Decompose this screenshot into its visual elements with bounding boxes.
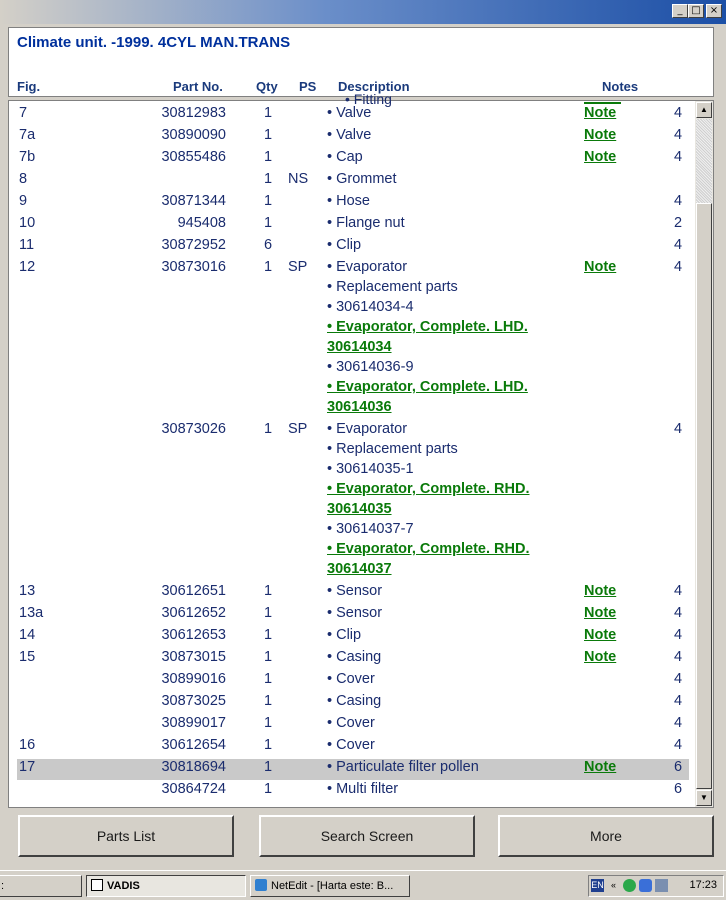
description-cell: • Cover [327, 671, 375, 687]
ps-cell: SP [288, 259, 308, 275]
table-row[interactable] [17, 583, 689, 604]
qty-cell: 1 [264, 259, 273, 275]
sub-item: • 30614035-1 [327, 461, 414, 477]
table-row[interactable] [17, 759, 689, 780]
fig-cell: 7a [19, 127, 36, 143]
fig-cell: 13a [19, 605, 44, 621]
table-row[interactable] [17, 715, 689, 736]
minimize-button[interactable]: _ [672, 4, 688, 18]
language-indicator-icon[interactable]: EN [591, 880, 604, 890]
table-row[interactable] [17, 781, 689, 802]
table-row[interactable] [17, 259, 689, 280]
description-cell: • Sensor [327, 605, 383, 621]
system-tray [588, 875, 724, 897]
number-cell: 4 [674, 605, 683, 621]
evaporator-complete-link[interactable]: • Evaporator, Complete. LHD. [327, 319, 528, 335]
table-row[interactable] [17, 105, 689, 126]
number-cell: 4 [674, 237, 683, 253]
description-cell: • Clip [327, 237, 362, 253]
part-number-cell: 30871344 [161, 193, 226, 209]
qty-cell: 1 [264, 193, 273, 209]
qty-cell: 1 [264, 693, 273, 709]
description-cell: • Particulate filter pollen [327, 759, 479, 775]
qty-cell: 6 [264, 237, 273, 253]
number-cell: 4 [674, 105, 683, 121]
messenger-icon[interactable] [639, 879, 652, 892]
tray-expand-icon[interactable]: « [610, 880, 616, 890]
column-header-ps: PS [299, 79, 317, 94]
column-header-qty: Qty [256, 79, 278, 94]
column-header-description: Description [338, 79, 410, 94]
display-settings-icon[interactable] [655, 879, 668, 892]
qty-cell: 1 [264, 737, 273, 753]
sub-item: • 30614036-9 [327, 359, 414, 375]
qty-cell: 1 [264, 421, 273, 437]
table-row[interactable] [17, 127, 689, 148]
evaporator-complete-link[interactable]: • Evaporator, Complete. RHD. [327, 481, 530, 497]
fig-cell: 11 [19, 237, 35, 253]
note-link[interactable]: Note [584, 149, 617, 165]
evaporator-complete-link[interactable]: 30614037 [327, 561, 392, 577]
scroll-down-button[interactable]: ▼ [696, 790, 712, 806]
taskbar-item-label: NetEdit - [Harta este: B... [271, 880, 394, 892]
description-cell: • Multi filter [327, 781, 399, 797]
sub-item: • 30614034-4 [327, 299, 414, 315]
vadis-icon [91, 879, 103, 891]
column-header-notes: Notes [602, 79, 639, 94]
table-row[interactable] [17, 193, 689, 214]
table-row[interactable] [17, 605, 689, 626]
fig-cell: 7b [19, 149, 36, 165]
number-cell: 4 [674, 715, 683, 731]
number-cell: 4 [674, 259, 683, 275]
description-cell: • Evaporator [327, 421, 408, 437]
table-row[interactable] [17, 421, 689, 442]
note-link[interactable]: Note [584, 605, 617, 621]
description-cell: • Valve [327, 127, 372, 143]
maximize-button[interactable]: □ [688, 4, 704, 18]
qty-cell: 1 [264, 605, 273, 621]
note-link[interactable]: Note [584, 649, 617, 665]
table-row[interactable] [17, 671, 689, 692]
description-cell: • Casing [327, 649, 382, 665]
table-row[interactable] [17, 149, 689, 170]
parts-list[interactable] [8, 91, 714, 808]
part-number-cell: 30855486 [161, 149, 226, 165]
qty-cell: 1 [264, 649, 273, 665]
scroll-track[interactable] [696, 119, 712, 203]
description-cell: • Valve [327, 105, 372, 121]
qty-cell: 1 [264, 781, 273, 797]
note-link[interactable]: Note [584, 259, 617, 275]
part-number-cell: 30873026 [161, 421, 226, 437]
part-number-cell: 30873025 [161, 693, 226, 709]
header-panel [8, 27, 714, 97]
fig-cell: 12 [19, 259, 36, 275]
fig-cell: 7 [19, 105, 28, 121]
table-row[interactable] [17, 627, 689, 648]
part-number-cell: 30812983 [161, 105, 226, 121]
vertical-scrollbar[interactable] [695, 101, 713, 807]
description-cell: • Sensor [327, 583, 383, 599]
title-bar [0, 0, 726, 24]
main-area [0, 24, 726, 870]
description-cell: • Cover [327, 715, 375, 731]
number-cell: 4 [674, 421, 683, 437]
note-link[interactable]: Note [584, 127, 617, 143]
table-row[interactable] [17, 737, 689, 758]
table-row[interactable] [17, 171, 689, 192]
scroll-up-button[interactable]: ▲ [696, 102, 712, 118]
more-button[interactable]: More [498, 815, 714, 857]
note-link[interactable]: Note [584, 759, 617, 775]
number-cell: 4 [674, 649, 683, 665]
qty-cell: 1 [264, 127, 273, 143]
part-number-cell: 30873016 [161, 259, 226, 275]
part-number-cell: 30873015 [161, 649, 226, 665]
ps-cell: NS [288, 171, 309, 187]
number-cell: 6 [674, 759, 683, 775]
description-cell: • Grommet [327, 171, 397, 187]
qty-cell: 1 [264, 171, 273, 187]
part-number-cell: 945408 [177, 215, 226, 231]
table-row[interactable] [17, 649, 689, 670]
ps-cell: SP [288, 421, 308, 437]
number-cell: 4 [674, 127, 683, 143]
taskbar-item-netedit[interactable] [250, 875, 410, 897]
description-cell: • Casing [327, 693, 382, 709]
evaporator-complete-link[interactable]: 30614034 [327, 339, 392, 355]
note-link[interactable]: Note [584, 627, 617, 643]
evaporator-complete-link[interactable]: • Evaporator, Complete. RHD. [327, 541, 530, 557]
taskbar-item-vadis[interactable] [86, 875, 246, 897]
fig-cell: 16 [19, 737, 36, 753]
fig-cell: 9 [19, 193, 28, 209]
number-cell: 4 [674, 149, 683, 165]
fig-cell: 17 [19, 759, 36, 775]
evaporator-complete-link[interactable]: 30614036 [327, 399, 392, 415]
network-status-icon[interactable] [623, 879, 636, 892]
description-cell: • Clip [327, 627, 362, 643]
sub-item: • 30614037-7 [327, 521, 414, 537]
part-number-cell: 30612652 [161, 605, 226, 621]
part-number-cell: 30612651 [161, 583, 226, 599]
description-cell: • Flange nut [327, 215, 405, 231]
taskbar-clock: 17:23 [689, 879, 717, 891]
number-cell: 4 [674, 693, 683, 709]
part-number-cell: 30612653 [161, 627, 226, 643]
qty-cell: 1 [264, 627, 273, 643]
note-link[interactable]: Note [584, 583, 617, 599]
search-screen-button[interactable]: Search Screen [259, 815, 475, 857]
description-cell: • Evaporator [327, 259, 408, 275]
qty-cell: 1 [264, 105, 273, 121]
column-header-fig: Fig. [17, 79, 41, 94]
part-number-cell: 30872952 [161, 237, 226, 253]
fig-cell: 14 [19, 627, 36, 643]
clipped-row-text: • Fitting [345, 91, 392, 107]
netedit-icon [255, 879, 267, 891]
number-cell: 4 [674, 583, 683, 599]
close-button[interactable]: × [706, 4, 722, 18]
table-row[interactable] [17, 237, 689, 258]
description-cell: • Cap [327, 149, 363, 165]
evaporator-complete-link[interactable]: • Evaporator, Complete. LHD. [327, 379, 528, 395]
qty-cell: 1 [264, 671, 273, 687]
description-cell: • Hose [327, 193, 370, 209]
clipped-note-underline [584, 92, 621, 104]
number-cell: 2 [674, 215, 683, 231]
number-cell: 4 [674, 671, 683, 687]
table-row[interactable] [17, 215, 689, 236]
fig-cell: 10 [19, 215, 36, 231]
taskbar-item-label: VADIS [107, 880, 140, 892]
scroll-thumb[interactable] [696, 203, 712, 789]
taskbar [0, 870, 726, 900]
part-number-cell: 30890090 [161, 127, 226, 143]
window-controls [672, 4, 722, 18]
part-number-cell: 30612654 [161, 737, 226, 753]
part-number-cell: 30818694 [161, 759, 226, 775]
column-header-part-no: Part No. [173, 79, 223, 94]
number-cell: 4 [674, 193, 683, 209]
fig-cell: 8 [19, 171, 28, 187]
part-number-cell: 30899016 [161, 671, 226, 687]
sub-item: • Replacement parts [327, 441, 458, 457]
qty-cell: 1 [264, 759, 273, 775]
part-number-cell: 30899017 [161, 715, 226, 731]
sub-item: • Replacement parts [327, 279, 458, 295]
number-cell: 6 [674, 781, 683, 797]
fig-cell: 15 [19, 649, 36, 665]
qty-cell: 1 [264, 583, 273, 599]
description-cell: • Cover [327, 737, 375, 753]
taskbar-start-fragment[interactable]: : [0, 875, 82, 897]
parts-list-button[interactable]: Parts List [18, 815, 234, 857]
number-cell: 4 [674, 737, 683, 753]
fig-cell: 13 [19, 583, 36, 599]
note-link[interactable]: Note [584, 105, 617, 121]
table-row[interactable] [17, 693, 689, 714]
qty-cell: 1 [264, 149, 273, 165]
evaporator-complete-link[interactable]: 30614035 [327, 501, 392, 517]
page-title: Climate unit. -1999. 4CYL MAN.TRANS [17, 34, 291, 51]
qty-cell: 1 [264, 215, 273, 231]
number-cell: 4 [674, 627, 683, 643]
part-number-cell: 30864724 [161, 781, 226, 797]
qty-cell: 1 [264, 715, 273, 731]
